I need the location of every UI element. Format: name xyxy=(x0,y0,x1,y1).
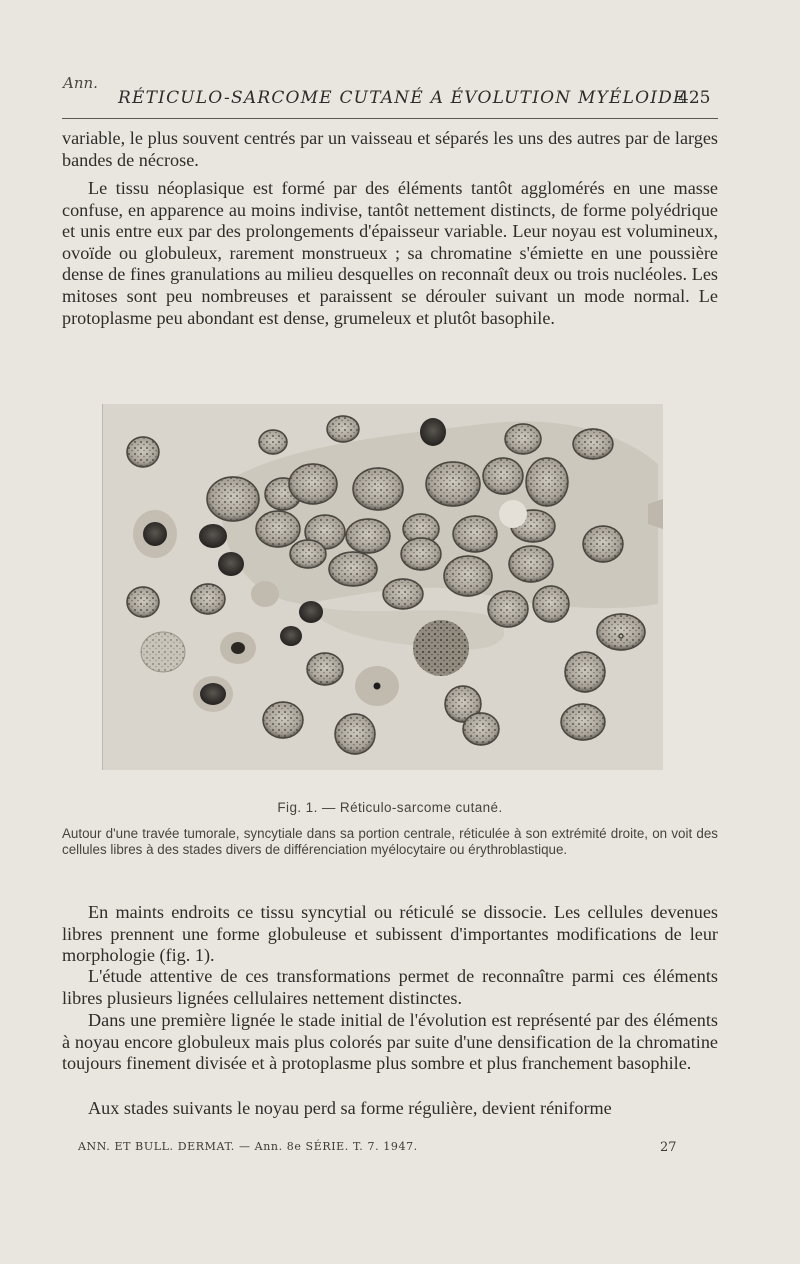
figure-caption: Fig. 1. — Réticulo-sarcome cutané. xyxy=(277,800,503,815)
figure-legend: Autour d'une travée tumorale, syncytiale dans sa portion centrale, réticulée à son extrémité droite, on voit des cellules libres à des stades divers de différenciation myélocytaire ou érythroblastique. xyxy=(62,826,718,857)
micrograph-illustration xyxy=(103,404,663,770)
running-head-left: Ann. xyxy=(63,74,98,92)
page-footer-journal: ANN. ET BULL. DERMAT. — Ann. 8e SÉRIE. T. 7. 1947. xyxy=(78,1140,418,1153)
paragraph-6: Aux stades suivants le noyau perd sa forme régulière, devient réniforme xyxy=(88,1098,612,1118)
page-footer-sheet-number: 27 xyxy=(660,1140,677,1155)
page-number: 425 xyxy=(678,88,711,108)
paragraph-2: Le tissu néoplasique est formé par des éléments tantôt agglomérés en une masse confuse, en apparence au moins indivise, tantôt nettement distincts, de forme polyédrique et unis entre eux par des prolongements d'épaisseur variable. Leur noyau est volumineux, ovoïde ou globuleux, rarement monstrueux ; sa chromatine s'émiette en une poussière dense de fines granulations au milieu desquelles on reconnaît deux ou trois nucléoles. Les mitoses sont peu nombreuses et paraissent se dérouler suivant un mode normal. Le protoplasme peu abondant est dense, grumeleux et plutôt basophile. xyxy=(62,178,718,328)
paragraph-3: En maints endroits ce tissu syncytial ou réticulé se dissocie. Les cellules devenues libres prennent une forme globuleuse et subissent d'importantes modifications de leur morphologie (fig. 1). xyxy=(62,902,718,966)
paragraph-5: Dans une première lignée le stade initial de l'évolution est représenté par des éléments à noyau encore globuleux mais plus colorés par suite d'une densification de la chromatine toujours finement divisée et à protoplasme plus sombre et plus franchement basophile. xyxy=(62,1010,718,1074)
paragraph-1: variable, le plus souvent centrés par un vaisseau et séparés les uns des autres par de larges bandes de nécrose. xyxy=(62,128,718,170)
paragraph-4: L'étude attentive de ces transformations permet de reconnaître parmi ces éléments libres plusieurs lignées cellulaires nettement distinctes. xyxy=(62,966,718,1008)
page-header-title: RÉTICULO-SARCOME CUTANÉ A ÉVOLUTION MYÉLOIDE xyxy=(118,88,687,108)
figure-micrograph xyxy=(102,404,663,770)
header-rule xyxy=(62,118,718,119)
